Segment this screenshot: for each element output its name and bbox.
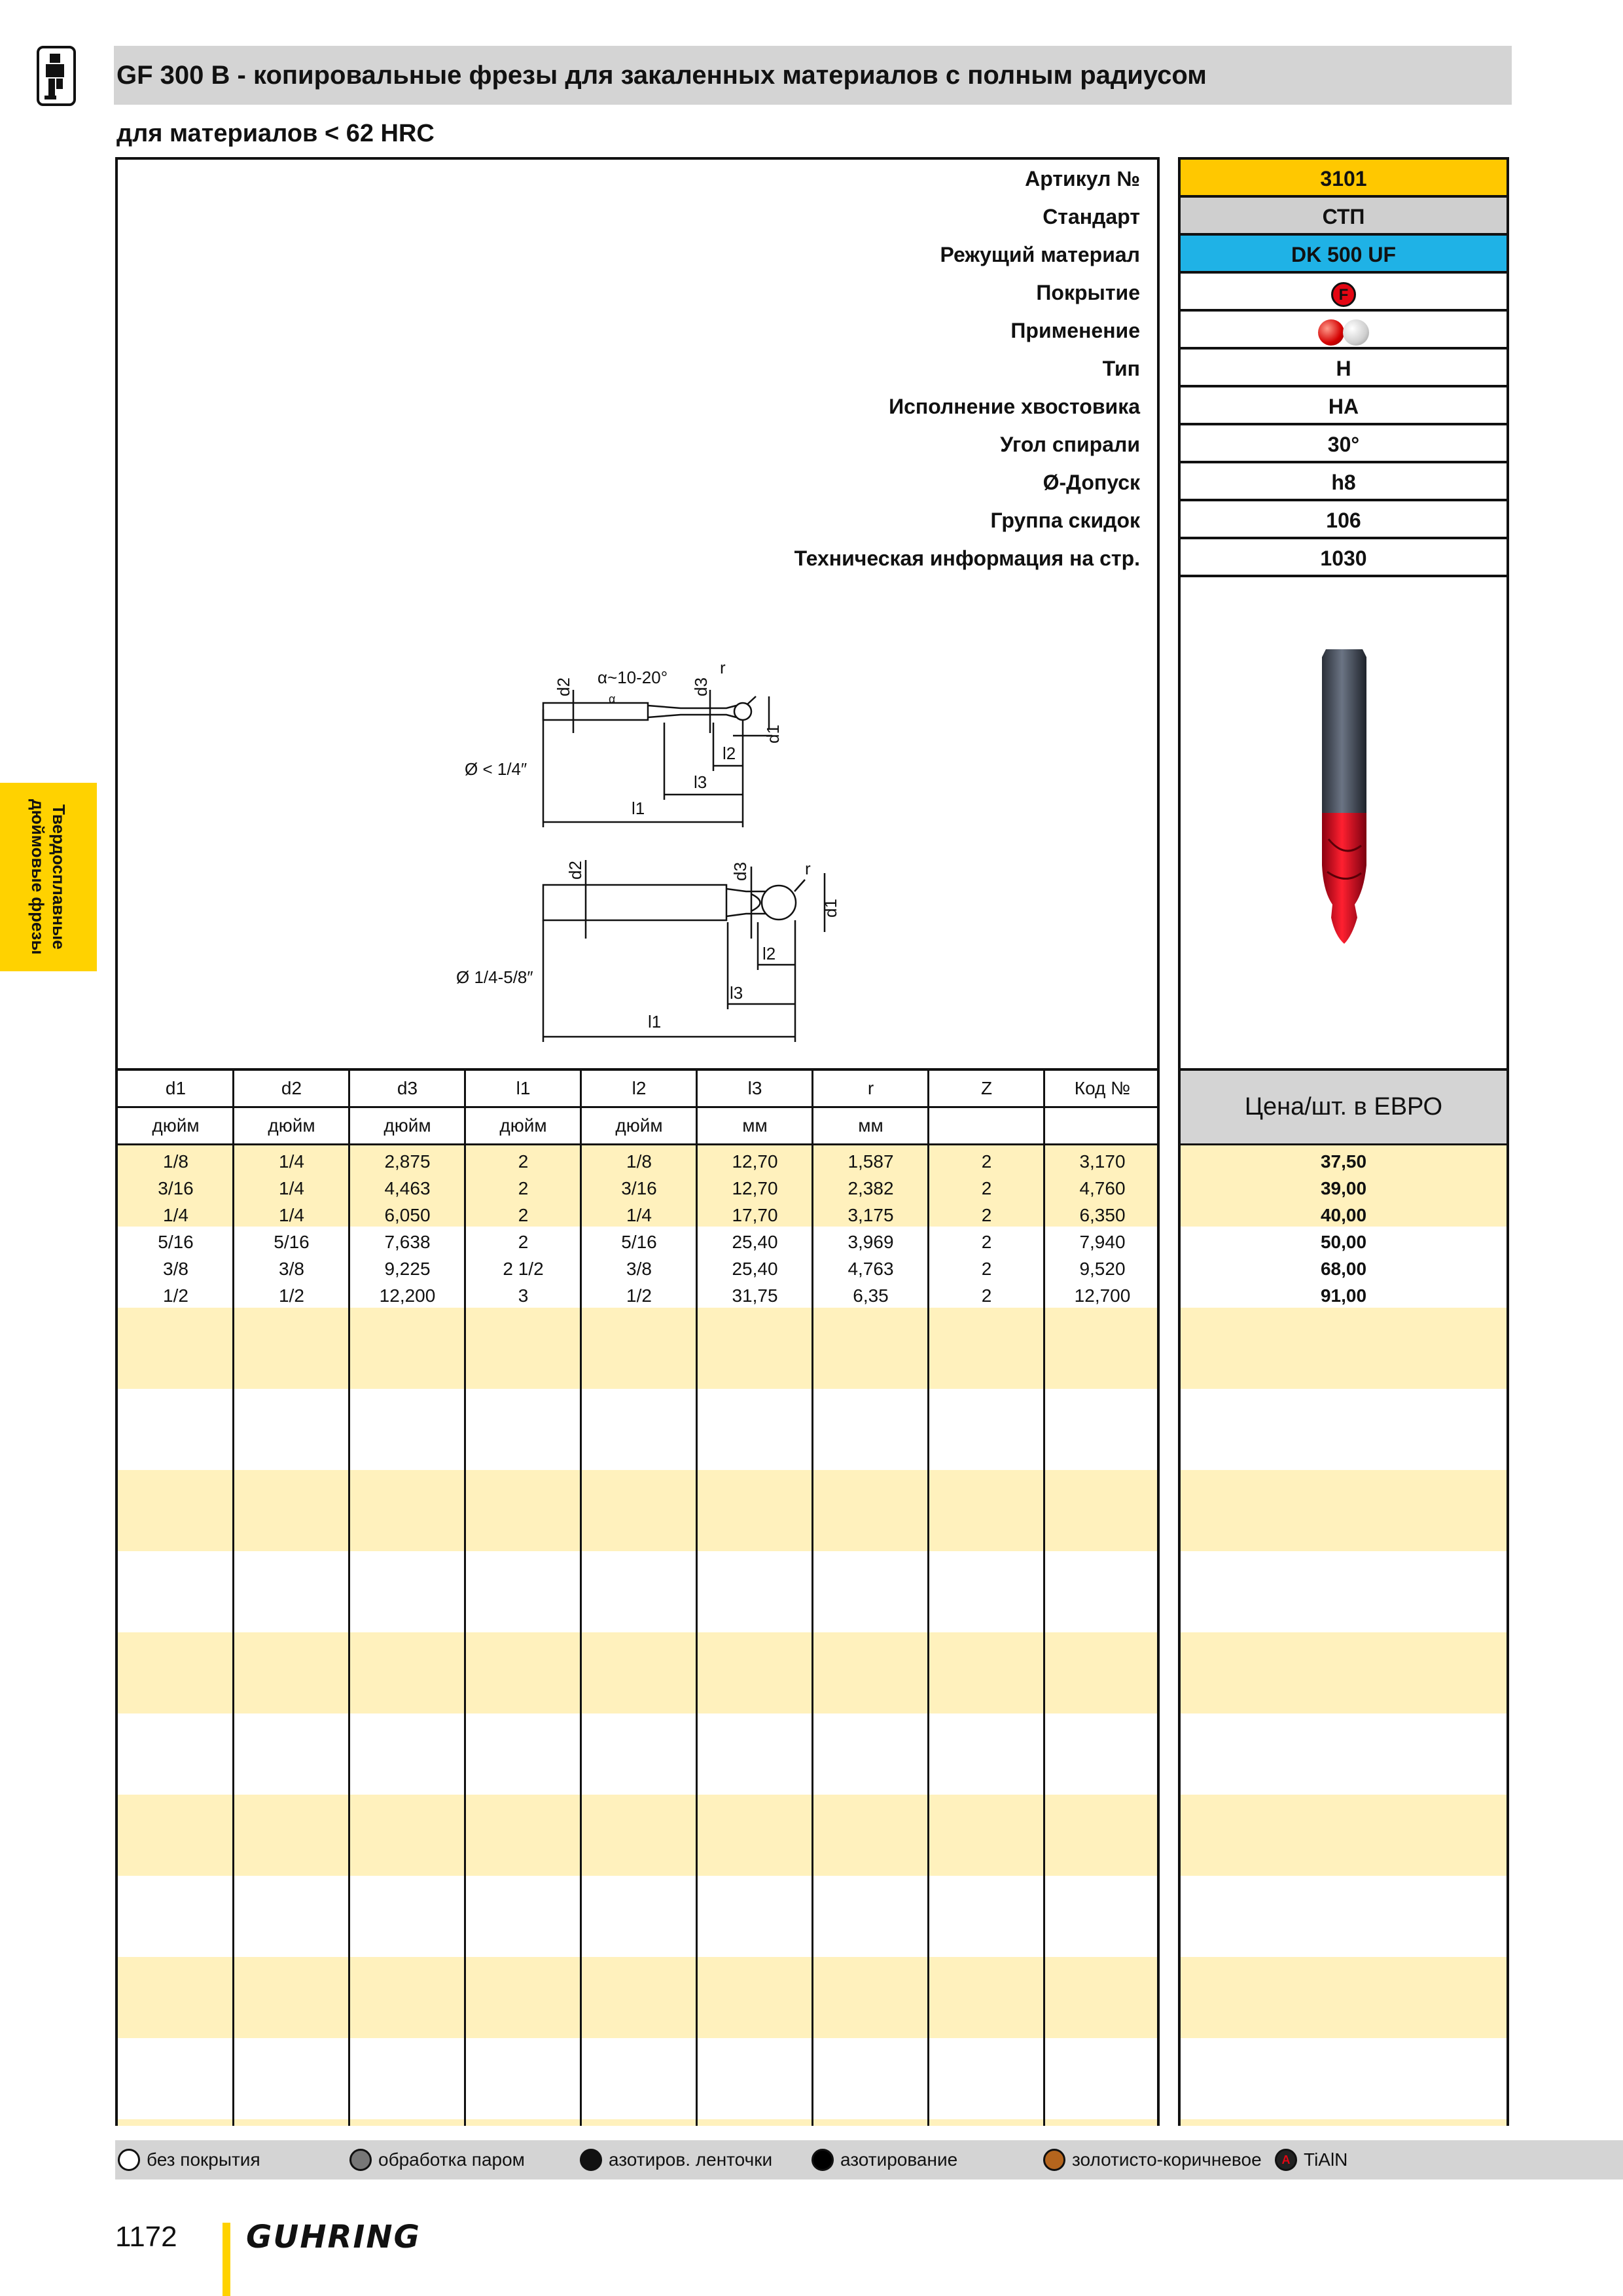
d1-label-large: d1 bbox=[821, 899, 840, 918]
table-cell: 2 bbox=[981, 1285, 992, 1306]
footer-accent bbox=[223, 2223, 230, 2296]
table-cell: 3/8 bbox=[626, 1259, 652, 1279]
spec-label: Техническая информация на стр. bbox=[794, 547, 1140, 570]
l2-label-small: l2 bbox=[722, 744, 736, 763]
table-band bbox=[1181, 1632, 1507, 1713]
price-cell: 50,00 bbox=[1320, 1232, 1367, 1252]
table-cell: 3/16 bbox=[158, 1178, 194, 1198]
table-cell: 12,700 bbox=[1074, 1285, 1131, 1306]
table-band bbox=[118, 1389, 1157, 1470]
table-cell: 2 bbox=[981, 1259, 992, 1279]
l3-label-large: l3 bbox=[730, 983, 743, 1003]
column-header: l2 bbox=[632, 1078, 647, 1098]
spec-label: Применение bbox=[1010, 319, 1140, 342]
coating-f-icon: F bbox=[1331, 282, 1356, 307]
legend-label: азотирование bbox=[840, 2149, 958, 2170]
price-cell: 37,50 bbox=[1320, 1151, 1367, 1172]
table-band bbox=[118, 2119, 1157, 2126]
table-cell: 3/8 bbox=[163, 1259, 188, 1279]
table-band bbox=[1181, 1713, 1507, 1795]
r-label-small: r bbox=[720, 658, 726, 677]
spec-label: Стандарт bbox=[1043, 205, 1140, 228]
coating-cell bbox=[1181, 274, 1507, 312]
legend-item bbox=[349, 2140, 525, 2179]
table-cell: 17,70 bbox=[732, 1205, 778, 1225]
dimension-table bbox=[115, 1071, 1160, 2126]
price-cell: 91,00 bbox=[1320, 1285, 1367, 1306]
table-band bbox=[118, 1632, 1157, 1713]
table-cell: 4,463 bbox=[384, 1178, 431, 1198]
table-band bbox=[1181, 1308, 1507, 1389]
l3-label-small: l3 bbox=[694, 772, 707, 792]
d3-label-large: d3 bbox=[730, 862, 750, 881]
table-cell: 3,175 bbox=[847, 1205, 894, 1225]
spec-label: Режущий материал bbox=[940, 243, 1140, 266]
large-range-label: Ø 1/4-5/8″ bbox=[456, 967, 533, 987]
table-cell: 2 bbox=[518, 1151, 529, 1172]
spec-label: Артикул № bbox=[1025, 167, 1140, 190]
tool-photo bbox=[1181, 577, 1507, 1071]
column-header: l3 bbox=[747, 1078, 762, 1098]
table-band bbox=[118, 2038, 1157, 2119]
spec-label: Тип bbox=[1102, 357, 1140, 380]
table-cell: 2,382 bbox=[847, 1178, 894, 1198]
column-unit: дюйм bbox=[268, 1115, 315, 1136]
coating-swatch-icon bbox=[580, 2149, 602, 2171]
table-band bbox=[118, 1957, 1157, 2038]
table-cell: 5/16 bbox=[621, 1232, 657, 1252]
dimension-drawing bbox=[118, 160, 1157, 1068]
column-unit: дюйм bbox=[499, 1115, 547, 1136]
table-band bbox=[1181, 1389, 1507, 1470]
column-header: d3 bbox=[397, 1078, 418, 1098]
spec-panel bbox=[115, 157, 1160, 1071]
table-cell: 3 bbox=[518, 1285, 529, 1306]
column-unit: мм bbox=[742, 1115, 768, 1136]
table-band bbox=[1181, 1795, 1507, 1876]
table-cell: 2 bbox=[981, 1178, 992, 1198]
table-band bbox=[1181, 2038, 1507, 2119]
table-cell: 1/4 bbox=[626, 1205, 652, 1225]
table-cell: 7,940 bbox=[1079, 1232, 1126, 1252]
column-unit: мм bbox=[858, 1115, 883, 1136]
table-band bbox=[118, 1470, 1157, 1551]
table-cell: 1/2 bbox=[626, 1285, 652, 1306]
l1-label-large: l1 bbox=[648, 1012, 662, 1031]
legend-item bbox=[1043, 2140, 1262, 2179]
price-cell: 40,00 bbox=[1320, 1205, 1367, 1225]
table-cell: 1,587 bbox=[847, 1151, 894, 1172]
table-cell: 4,760 bbox=[1079, 1178, 1126, 1198]
table-cell: 12,70 bbox=[732, 1151, 778, 1172]
article-cell: 3101 bbox=[1181, 160, 1507, 198]
application-steel-icon bbox=[1343, 319, 1369, 346]
brand-wordmark: GUHRING bbox=[246, 2219, 421, 2255]
table-band bbox=[118, 1876, 1157, 1957]
helix-cell: 30° bbox=[1181, 425, 1507, 463]
table-cell: 2 bbox=[518, 1178, 529, 1198]
table-cell: 2,875 bbox=[384, 1151, 431, 1172]
table-cell: 4,763 bbox=[847, 1259, 894, 1279]
legend-label: TiAlN bbox=[1304, 2149, 1348, 2170]
table-cell: 2 bbox=[981, 1151, 992, 1172]
table-cell: 12,70 bbox=[732, 1178, 778, 1198]
column-header: Z bbox=[980, 1078, 993, 1098]
table-cell: 1/4 bbox=[279, 1205, 304, 1225]
column-header: d2 bbox=[281, 1078, 302, 1098]
coating-swatch-icon bbox=[1043, 2149, 1065, 2171]
table-band bbox=[1181, 1551, 1507, 1632]
angle-label: α~10-20° bbox=[597, 668, 668, 687]
table-band bbox=[118, 1308, 1157, 1389]
legend-item bbox=[812, 2140, 957, 2179]
d3-label-small: d3 bbox=[691, 677, 711, 696]
table-cell: 1/4 bbox=[279, 1151, 304, 1172]
table-cell: 1/4 bbox=[163, 1205, 188, 1225]
page-title: GF 300 B - копировальные фрезы для закаленных материалов с полным радиусом bbox=[116, 61, 1207, 90]
coating-swatch-icon: A bbox=[1275, 2149, 1297, 2171]
column-header: r bbox=[867, 1078, 874, 1098]
coating-swatch-icon bbox=[812, 2149, 834, 2171]
small-range-label: Ø < 1/4″ bbox=[465, 759, 527, 779]
l1-label-small: l1 bbox=[632, 798, 645, 818]
table-band bbox=[1181, 1876, 1507, 1957]
table-cell: 5/16 bbox=[274, 1232, 310, 1252]
price-cell: 39,00 bbox=[1320, 1178, 1367, 1198]
table-band bbox=[118, 1795, 1157, 1876]
table-band bbox=[118, 1551, 1157, 1632]
column-unit: дюйм bbox=[383, 1115, 431, 1136]
coating-swatch-icon bbox=[349, 2149, 372, 2171]
units-divider bbox=[118, 1143, 1157, 1145]
table-cell: 2 1/2 bbox=[503, 1259, 544, 1279]
brand-logo-icon bbox=[37, 46, 76, 106]
page-subtitle: для материалов < 62 HRC bbox=[116, 120, 435, 147]
table-cell: 1/4 bbox=[279, 1178, 304, 1198]
table-cell: 2 bbox=[981, 1232, 992, 1252]
table-cell: 9,520 bbox=[1079, 1259, 1126, 1279]
section-tab-label: Твердосплавные дюймовые фрезы bbox=[28, 799, 69, 955]
application-cell bbox=[1181, 312, 1507, 350]
table-cell: 9,225 bbox=[384, 1259, 431, 1279]
price-header: Цена/шт. в ЕВРО bbox=[1181, 1071, 1507, 1145]
column-unit bbox=[929, 1108, 1044, 1143]
column-header: Код № bbox=[1074, 1078, 1131, 1098]
spec-label: Ø-Допуск bbox=[1043, 471, 1140, 494]
alpha-label: α bbox=[609, 692, 616, 706]
table-cell: 7,638 bbox=[384, 1232, 431, 1252]
d2-label-large: d2 bbox=[565, 861, 585, 880]
table-cell: 6,350 bbox=[1079, 1205, 1126, 1225]
spec-label: Группа скидок bbox=[990, 509, 1140, 532]
table-cell: 1/2 bbox=[163, 1285, 188, 1306]
material-cell: DK 500 UF bbox=[1181, 236, 1507, 274]
page-number: 1172 bbox=[115, 2221, 177, 2253]
table-cell: 3,969 bbox=[847, 1232, 894, 1252]
legend-label: азотиров. ленточки bbox=[609, 2149, 773, 2170]
legend-item bbox=[1275, 2140, 1347, 2179]
table-cell: 1/8 bbox=[163, 1151, 188, 1172]
column-unit: дюйм bbox=[152, 1115, 200, 1136]
table-cell: 5/16 bbox=[158, 1232, 194, 1252]
column-unit bbox=[1044, 1108, 1160, 1143]
table-band bbox=[1181, 2119, 1507, 2126]
r-label-large: r bbox=[805, 859, 811, 878]
tolerance-cell: h8 bbox=[1181, 463, 1507, 501]
table-cell: 3,170 bbox=[1079, 1151, 1126, 1172]
price-column bbox=[1178, 1071, 1509, 2126]
table-cell: 2 bbox=[518, 1205, 529, 1225]
coating-swatch-icon bbox=[118, 2149, 140, 2171]
legend-label: без покрытия bbox=[147, 2149, 260, 2170]
legend-item bbox=[580, 2140, 772, 2179]
spec-label: Исполнение хвостовика bbox=[889, 395, 1140, 418]
table-band bbox=[1181, 1470, 1507, 1551]
table-cell: 3/16 bbox=[621, 1178, 657, 1198]
spec-values-panel bbox=[1178, 157, 1509, 1071]
column-header: l1 bbox=[516, 1078, 531, 1098]
legend-label: золотисто-коричневое bbox=[1072, 2149, 1262, 2170]
spec-label: Угол спирали bbox=[1000, 433, 1140, 456]
d1-label-small: d1 bbox=[763, 725, 783, 744]
tech-page-cell: 1030 bbox=[1181, 539, 1507, 577]
application-hardened-icon bbox=[1318, 319, 1344, 346]
d2-label-small: d2 bbox=[554, 677, 573, 696]
legend-item bbox=[118, 2140, 260, 2179]
table-cell: 25,40 bbox=[732, 1259, 778, 1279]
table-cell: 3/8 bbox=[279, 1259, 304, 1279]
price-cell: 68,00 bbox=[1320, 1259, 1367, 1279]
table-cell: 1/2 bbox=[279, 1285, 304, 1306]
table-band bbox=[1181, 1957, 1507, 2038]
spec-label: Покрытие bbox=[1036, 281, 1140, 304]
type-cell: H bbox=[1181, 350, 1507, 387]
table-cell: 12,200 bbox=[379, 1285, 436, 1306]
shank-cell: HA bbox=[1181, 387, 1507, 425]
standard-cell: СТП bbox=[1181, 198, 1507, 236]
table-cell: 2 bbox=[981, 1205, 992, 1225]
table-cell: 25,40 bbox=[732, 1232, 778, 1252]
table-cell: 6,35 bbox=[853, 1285, 889, 1306]
legend-label: обработка паром bbox=[378, 2149, 525, 2170]
table-cell: 31,75 bbox=[732, 1285, 778, 1306]
table-cell: 6,050 bbox=[384, 1205, 431, 1225]
table-cell: 1/8 bbox=[626, 1151, 652, 1172]
column-unit: дюйм bbox=[615, 1115, 663, 1136]
table-band bbox=[118, 1713, 1157, 1795]
discount-group-cell: 106 bbox=[1181, 501, 1507, 539]
table-cell: 2 bbox=[518, 1232, 529, 1252]
column-header: d1 bbox=[165, 1078, 187, 1098]
l2-label-large: l2 bbox=[762, 944, 776, 963]
